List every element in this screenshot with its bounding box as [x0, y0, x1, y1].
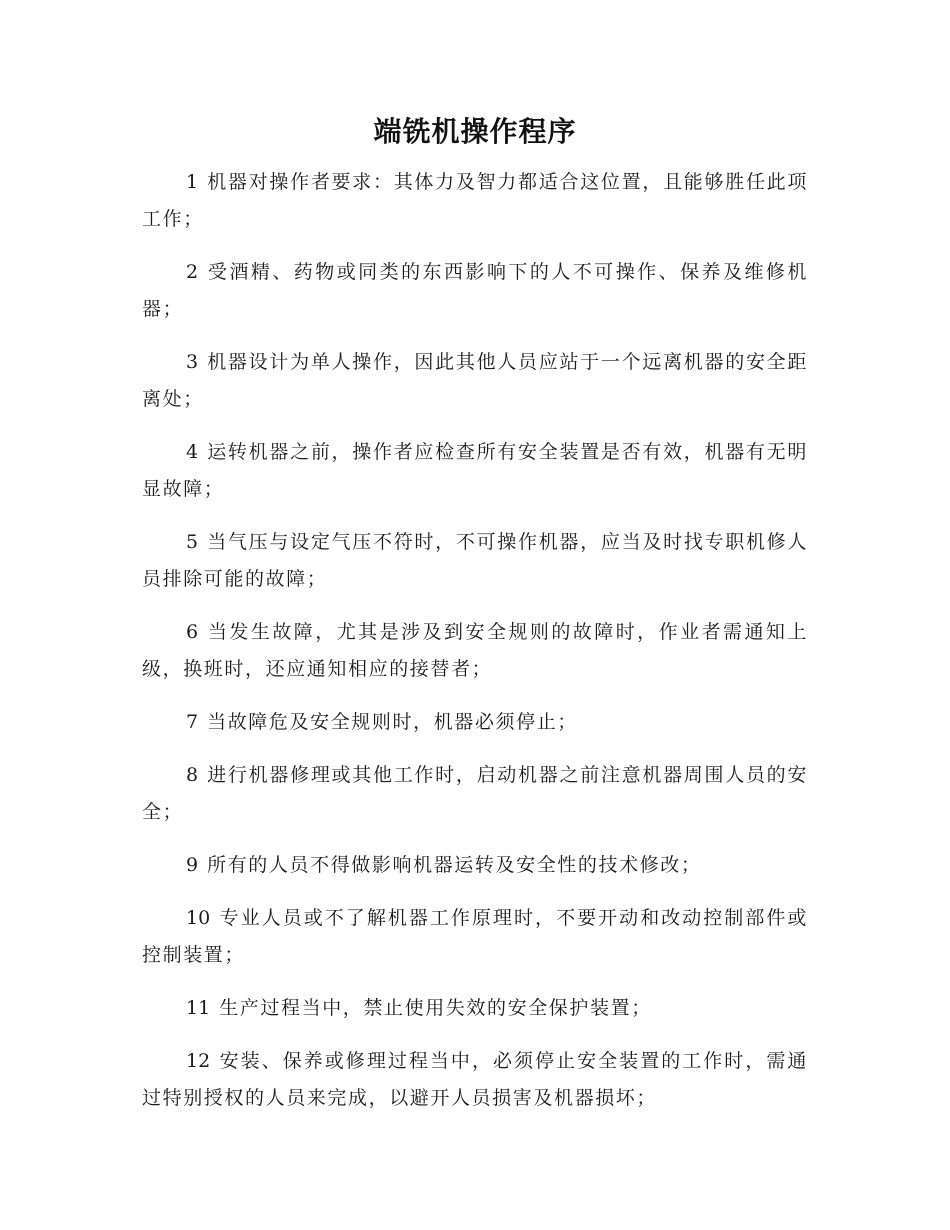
item-text: 当气压与设定气压不符时，不可操作机器，应当及时找专职机修人员排除可能的故障；	[142, 531, 808, 590]
item-text: 所有的人员不得做影响机器运转及安全性的技术修改；	[207, 854, 702, 876]
procedure-item-3	[142, 344, 808, 418]
procedure-item-6	[142, 614, 808, 688]
item-number: 9	[186, 854, 199, 876]
item-number: 6	[186, 621, 199, 643]
procedure-item-7	[142, 704, 808, 741]
item-text: 安装、保养或修理过程当中，必须停止安全装置的工作时，需通过特别授权的人员来完成，以避开人员损害及机器损坏；	[142, 1050, 808, 1109]
procedure-item-10	[142, 900, 808, 974]
item-number: 5	[186, 531, 199, 553]
item-number: 2	[186, 261, 199, 283]
item-number: 4	[186, 441, 199, 463]
procedure-item-4	[142, 434, 808, 508]
document-body	[142, 164, 808, 1133]
item-text: 机器对操作者要求：其体力及智力都适合这位置，且能够胜任此项工作；	[142, 171, 808, 230]
item-number: 3	[186, 351, 199, 373]
item-text: 机器设计为单人操作，因此其他人员应站于一个远离机器的安全距离处；	[142, 351, 808, 410]
procedure-item-5	[142, 524, 808, 598]
item-text: 专业人员或不了解机器工作原理时，不要开动和改动控制部件或控制装置；	[142, 907, 808, 966]
procedure-item-11	[142, 990, 808, 1027]
procedure-item-2	[142, 254, 808, 328]
item-number: 7	[186, 711, 199, 733]
item-number: 10	[186, 907, 211, 929]
item-text: 当发生故障，尤其是涉及到安全规则的故障时，作业者需通知上级，换班时，还应通知相应的接替者；	[142, 621, 808, 680]
procedure-item-12	[142, 1043, 808, 1117]
item-text: 受酒精、药物或同类的东西影响下的人不可操作、保养及维修机器；	[142, 261, 808, 320]
item-number: 8	[186, 764, 199, 786]
item-text: 当故障危及安全规则时，机器必须停止；	[207, 711, 578, 733]
item-number: 1	[186, 171, 199, 193]
item-text: 生产过程当中，禁止使用失效的安全保护装置；	[219, 997, 652, 1019]
item-number: 12	[186, 1050, 211, 1072]
procedure-item-1	[142, 164, 808, 238]
procedure-item-8	[142, 757, 808, 831]
procedure-item-9	[142, 847, 808, 884]
document-title: 端铣机操作程序	[373, 115, 577, 148]
item-text: 运转机器之前，操作者应检查所有安全装置是否有效，机器有无明显故障；	[142, 441, 808, 500]
item-text: 进行机器修理或其他工作时，启动机器之前注意机器周围人员的安全；	[142, 764, 808, 823]
item-number: 11	[186, 997, 211, 1019]
